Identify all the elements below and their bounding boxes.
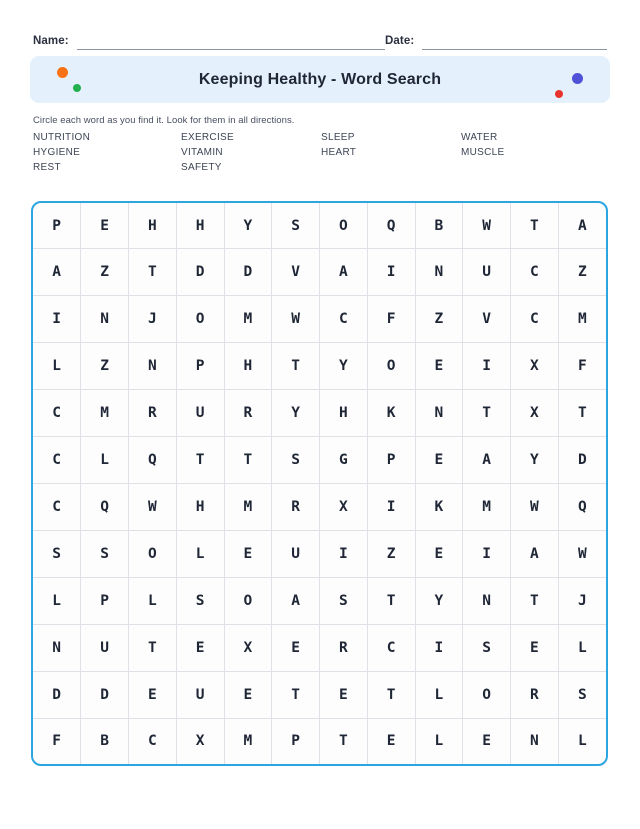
grid-cell[interactable]: U xyxy=(81,624,129,671)
grid-cell[interactable]: X xyxy=(224,624,272,671)
grid-row xyxy=(33,249,606,296)
grid-cell[interactable]: A xyxy=(272,577,320,624)
grid-cell[interactable]: Q xyxy=(129,436,177,483)
grid-cell[interactable]: E xyxy=(224,530,272,577)
grid-cell[interactable]: X xyxy=(511,390,559,437)
grid-cell[interactable]: S xyxy=(463,624,511,671)
grid-cell[interactable]: D xyxy=(558,436,606,483)
grid-cell[interactable]: E xyxy=(463,718,511,764)
grid-cell[interactable]: Y xyxy=(511,436,559,483)
grid-cell[interactable]: N xyxy=(415,249,463,296)
grid-cell[interactable]: E xyxy=(415,530,463,577)
grid-cell[interactable]: V xyxy=(463,296,511,343)
grid-cell[interactable]: T xyxy=(367,577,415,624)
grid-row xyxy=(33,718,606,764)
grid-cell[interactable]: T xyxy=(511,203,559,249)
word-search-grid[interactable] xyxy=(33,203,606,764)
grid-cell[interactable]: D xyxy=(33,671,81,718)
green-dot-icon xyxy=(73,84,81,92)
grid-cell[interactable]: F xyxy=(367,296,415,343)
blue-dot-icon xyxy=(572,73,583,84)
grid-cell[interactable]: Q xyxy=(558,483,606,530)
grid-cell[interactable]: W xyxy=(558,530,606,577)
grid-cell[interactable]: X xyxy=(176,718,224,764)
grid-cell[interactable]: Q xyxy=(367,203,415,249)
grid-cell[interactable]: O xyxy=(320,203,368,249)
name-field[interactable] xyxy=(33,28,385,50)
grid-cell[interactable]: L xyxy=(81,436,129,483)
grid-cell[interactable]: C xyxy=(33,436,81,483)
red-dot-icon xyxy=(555,90,563,98)
date-write-line[interactable] xyxy=(422,35,607,50)
grid-cell[interactable]: H xyxy=(176,483,224,530)
date-field[interactable] xyxy=(385,28,607,50)
grid-cell[interactable]: P xyxy=(81,577,129,624)
name-label: Name: xyxy=(33,35,69,47)
grid-cell[interactable]: R xyxy=(320,624,368,671)
grid-cell[interactable]: I xyxy=(415,624,463,671)
grid-cell[interactable]: E xyxy=(176,624,224,671)
grid-cell[interactable]: S xyxy=(272,203,320,249)
grid-cell[interactable]: R xyxy=(129,390,177,437)
grid-cell[interactable]: H xyxy=(224,343,272,390)
grid-cell[interactable]: I xyxy=(367,249,415,296)
grid-cell[interactable]: W xyxy=(511,483,559,530)
grid-cell[interactable]: N xyxy=(33,624,81,671)
grid-row xyxy=(33,436,606,483)
grid-cell[interactable]: R xyxy=(224,390,272,437)
grid-cell[interactable]: L xyxy=(415,718,463,764)
grid-cell[interactable]: O xyxy=(463,671,511,718)
date-label: Date: xyxy=(385,35,415,47)
grid-row xyxy=(33,624,606,671)
grid-cell[interactable]: S xyxy=(176,577,224,624)
grid-cell[interactable]: N xyxy=(463,577,511,624)
grid-cell[interactable]: I xyxy=(33,296,81,343)
grid-cell[interactable]: R xyxy=(272,483,320,530)
word-item[interactable]: HEART xyxy=(321,147,357,158)
word-item[interactable]: MUSCLE xyxy=(461,147,505,158)
grid-cell[interactable]: H xyxy=(129,203,177,249)
grid-cell[interactable]: E xyxy=(272,624,320,671)
grid-cell[interactable]: B xyxy=(415,203,463,249)
grid-cell[interactable]: W xyxy=(129,483,177,530)
grid-cell[interactable]: Z xyxy=(558,249,606,296)
word-list-row xyxy=(33,160,607,175)
word-item[interactable]: EXERCISE xyxy=(181,132,234,143)
grid-cell[interactable]: M xyxy=(224,718,272,764)
grid-cell[interactable]: E xyxy=(224,671,272,718)
grid-cell[interactable]: T xyxy=(272,671,320,718)
grid-cell[interactable]: Y xyxy=(272,390,320,437)
grid-cell[interactable]: L xyxy=(415,671,463,718)
grid-cell[interactable]: C xyxy=(511,296,559,343)
grid-cell[interactable]: S xyxy=(33,530,81,577)
grid-cell[interactable]: K xyxy=(415,483,463,530)
grid-cell[interactable]: L xyxy=(558,624,606,671)
grid-row xyxy=(33,343,606,390)
grid-cell[interactable]: E xyxy=(415,343,463,390)
grid-cell[interactable]: Z xyxy=(81,343,129,390)
grid-cell[interactable]: C xyxy=(511,249,559,296)
grid-cell[interactable]: V xyxy=(272,249,320,296)
grid-cell[interactable]: A xyxy=(33,249,81,296)
grid-cell[interactable]: F xyxy=(558,343,606,390)
grid-cell[interactable]: T xyxy=(320,718,368,764)
grid-row xyxy=(33,483,606,530)
grid-cell[interactable]: S xyxy=(81,530,129,577)
grid-cell[interactable]: L xyxy=(129,577,177,624)
grid-cell[interactable]: A xyxy=(320,249,368,296)
word-item[interactable]: SLEEP xyxy=(321,132,355,143)
grid-cell[interactable]: T xyxy=(558,390,606,437)
student-info-row xyxy=(33,28,607,50)
grid-cell[interactable]: O xyxy=(224,577,272,624)
grid-row xyxy=(33,530,606,577)
grid-cell[interactable]: T xyxy=(272,343,320,390)
grid-cell[interactable]: T xyxy=(176,436,224,483)
grid-cell[interactable]: D xyxy=(81,671,129,718)
grid-cell[interactable]: I xyxy=(367,483,415,530)
grid-cell[interactable]: T xyxy=(129,249,177,296)
grid-cell[interactable]: T xyxy=(129,624,177,671)
grid-cell[interactable]: C xyxy=(129,718,177,764)
grid-cell[interactable]: P xyxy=(367,436,415,483)
grid-cell[interactable]: J xyxy=(558,577,606,624)
grid-cell[interactable]: C xyxy=(367,624,415,671)
grid-cell[interactable]: T xyxy=(511,577,559,624)
grid-cell[interactable]: S xyxy=(558,671,606,718)
grid-cell[interactable]: X xyxy=(320,483,368,530)
grid-cell[interactable]: M xyxy=(224,296,272,343)
grid-cell[interactable]: Z xyxy=(415,296,463,343)
grid-cell[interactable]: L xyxy=(176,530,224,577)
word-item[interactable]: SAFETY xyxy=(181,162,222,173)
grid-cell[interactable]: Z xyxy=(367,530,415,577)
instructions-text: Circle each word as you find it. Look for them in all directions. xyxy=(33,115,295,126)
grid-cell[interactable]: E xyxy=(320,671,368,718)
grid-cell[interactable]: Y xyxy=(224,203,272,249)
word-item[interactable]: WATER xyxy=(461,132,498,143)
grid-cell[interactable]: A xyxy=(463,436,511,483)
grid-cell[interactable]: G xyxy=(320,436,368,483)
grid-cell[interactable]: O xyxy=(367,343,415,390)
grid-cell[interactable]: X xyxy=(511,343,559,390)
grid-cell[interactable]: T xyxy=(224,436,272,483)
grid-cell[interactable]: W xyxy=(272,296,320,343)
word-list-row xyxy=(33,130,607,145)
grid-cell[interactable]: D xyxy=(224,249,272,296)
grid-cell[interactable]: D xyxy=(176,249,224,296)
grid-cell[interactable]: S xyxy=(272,436,320,483)
grid-cell[interactable]: N xyxy=(129,343,177,390)
grid-row xyxy=(33,296,606,343)
grid-cell[interactable]: L xyxy=(33,577,81,624)
grid-cell[interactable]: T xyxy=(367,671,415,718)
grid-cell[interactable]: S xyxy=(320,577,368,624)
grid-cell[interactable]: U xyxy=(272,530,320,577)
grid-cell[interactable]: W xyxy=(463,203,511,249)
grid-cell[interactable]: F xyxy=(33,718,81,764)
grid-cell[interactable]: H xyxy=(176,203,224,249)
grid-cell[interactable]: O xyxy=(176,296,224,343)
grid-row xyxy=(33,577,606,624)
grid-cell[interactable]: M xyxy=(81,390,129,437)
grid-cell[interactable]: U xyxy=(463,249,511,296)
grid-cell[interactable]: Q xyxy=(81,483,129,530)
grid-cell[interactable]: I xyxy=(320,530,368,577)
orange-dot-icon xyxy=(57,67,68,78)
grid-cell[interactable]: H xyxy=(320,390,368,437)
grid-cell[interactable]: J xyxy=(129,296,177,343)
grid-cell[interactable]: C xyxy=(33,390,81,437)
grid-cell[interactable]: A xyxy=(558,203,606,249)
grid-cell[interactable]: U xyxy=(176,671,224,718)
title-banner xyxy=(30,56,610,103)
word-list-row xyxy=(33,145,607,160)
grid-cell[interactable]: B xyxy=(81,718,129,764)
page-title: Keeping Healthy - Word Search xyxy=(198,70,442,88)
grid-cell[interactable]: M xyxy=(224,483,272,530)
name-write-line[interactable] xyxy=(77,35,385,50)
grid-cell[interactable]: M xyxy=(558,296,606,343)
grid-cell[interactable]: U xyxy=(176,390,224,437)
grid-cell[interactable]: I xyxy=(463,343,511,390)
word-item[interactable]: REST xyxy=(33,162,61,173)
grid-cell[interactable]: E xyxy=(81,203,129,249)
grid-cell[interactable]: R xyxy=(511,671,559,718)
grid-cell[interactable]: K xyxy=(367,390,415,437)
grid-cell[interactable]: N xyxy=(415,390,463,437)
grid-cell[interactable]: P xyxy=(176,343,224,390)
grid-row xyxy=(33,203,606,249)
word-item[interactable]: NUTRITION xyxy=(33,132,91,143)
word-item[interactable]: HYGIENE xyxy=(33,147,81,158)
word-list xyxy=(33,130,607,175)
grid-cell[interactable]: T xyxy=(463,390,511,437)
grid-cell[interactable]: Y xyxy=(320,343,368,390)
grid-row xyxy=(33,390,606,437)
grid-cell[interactable]: A xyxy=(511,530,559,577)
grid-cell[interactable]: N xyxy=(81,296,129,343)
grid-cell[interactable]: M xyxy=(463,483,511,530)
grid-body xyxy=(33,203,606,764)
grid-cell[interactable]: C xyxy=(320,296,368,343)
grid-cell[interactable]: N xyxy=(511,718,559,764)
grid-cell[interactable]: I xyxy=(463,530,511,577)
grid-cell[interactable]: Y xyxy=(415,577,463,624)
grid-row xyxy=(33,671,606,718)
word-search-grid-container xyxy=(31,201,608,766)
grid-cell[interactable]: E xyxy=(415,436,463,483)
grid-cell[interactable]: L xyxy=(558,718,606,764)
grid-cell[interactable]: E xyxy=(367,718,415,764)
grid-cell[interactable]: C xyxy=(33,483,81,530)
grid-cell[interactable]: P xyxy=(272,718,320,764)
grid-cell[interactable]: E xyxy=(129,671,177,718)
grid-cell[interactable]: O xyxy=(129,530,177,577)
grid-cell[interactable]: L xyxy=(33,343,81,390)
grid-cell[interactable]: E xyxy=(511,624,559,671)
word-item[interactable]: VITAMIN xyxy=(181,147,223,158)
grid-cell[interactable]: Z xyxy=(81,249,129,296)
grid-cell[interactable]: P xyxy=(33,203,81,249)
